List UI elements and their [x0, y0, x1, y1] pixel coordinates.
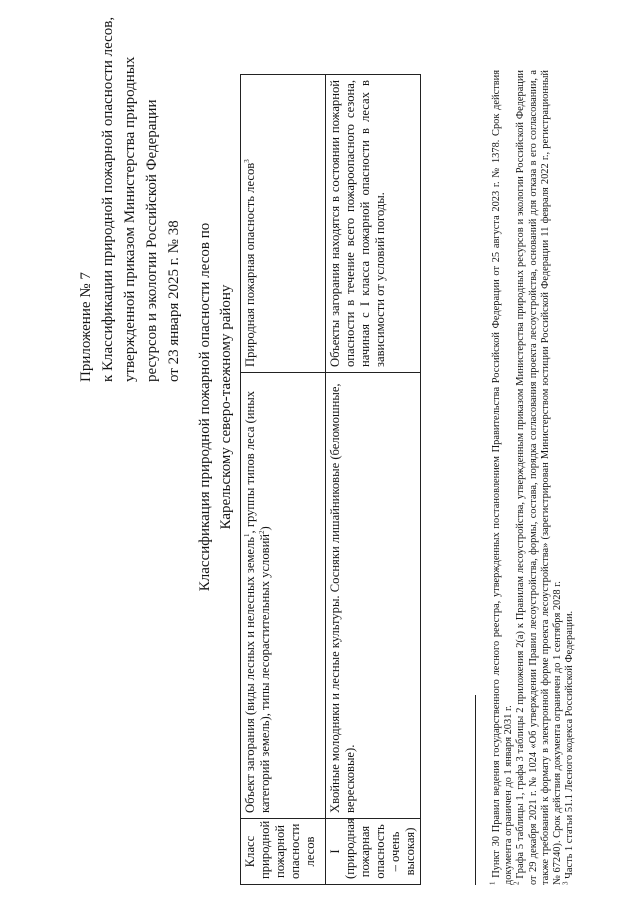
appendix-line: Приложение № 7	[78, 272, 94, 382]
document-title	[195, 157, 237, 657]
header-object-text-cont: , группы типов леса (иных категорий земель), типы лесорастительных условий	[243, 391, 272, 813]
footnote-text: Часть 1 статьи 51.1 Лесного кодекса Российской Федерации.	[564, 610, 576, 879]
footnote-marker: 2	[257, 530, 266, 534]
title-line-2: Карельскому северо-таежному району	[218, 284, 234, 530]
footnotes	[488, 70, 576, 885]
class-description: (природная пожарная опасность – очень высокая)	[343, 818, 417, 879]
footnote-item	[561, 70, 576, 885]
appendix-line: ресурсов и экологии Российской Федерации	[144, 99, 160, 382]
footnote-marker: 3	[561, 881, 570, 885]
header-object	[241, 373, 326, 819]
appendix-header	[75, 12, 185, 382]
header-danger-text: Природная пожарная опасность лесов	[243, 162, 257, 367]
footnote-item	[512, 70, 564, 885]
classification-table	[240, 74, 421, 885]
header-object-text-end: )	[258, 526, 272, 531]
footnote-text: Пункт 30 Правил ведения государственного лесного реестра, утвержденных постановлением Правительства Российской Федерации от 25 августа 2023 г. № 1378. Срок действия документа ограничен до 1 января 2031 г.	[491, 70, 515, 885]
table-header-row	[241, 75, 326, 885]
appendix-line: к Классификации природной пожарной опасности лесов,	[100, 16, 116, 382]
footnote-marker: 3	[242, 159, 251, 163]
class-number: I	[328, 849, 342, 854]
document-page	[5, 7, 635, 897]
object-text: Хвойные молодняки и лесные культуры. Сосняки лишайниковые (беломошные, вересковые).	[328, 383, 357, 813]
row-class-cell	[326, 819, 421, 885]
header-class-text: Класс природной пожарной опасности лесов	[243, 820, 317, 879]
danger-text: Объекты загорания находятся в состоянии пожарной опасности в течение всего пожароопасного сезона, начиная с I класса пожарной опасности в лесах в зависимости от условий погоды.	[328, 80, 387, 367]
footnote-marker: 1	[242, 533, 251, 537]
footnote-item	[488, 70, 515, 885]
row-danger-cell	[326, 75, 421, 373]
table-row	[326, 75, 421, 885]
title-line-1: Классификация природной пожарной опасности лесов по	[197, 222, 213, 592]
header-class	[241, 819, 326, 885]
footnote-separator	[475, 695, 476, 885]
header-object-text: Объект загорания (виды лесных и нелесных земель	[243, 536, 257, 813]
row-object-cell	[326, 373, 421, 819]
footnote-text: Графа 5 таблицы 1, графа 3 таблицы 2 приложения 2(а) к Правилам лесоустройства, утвержденным приказом Министерства природных ресурсов и экологии Российской Федерации от 29 декабря 2021 г. № 1024 «Об утверждении Правил лесоустройства, формы, состава, порядка согласования проекта лесоустройства, оснований для отказа в его согласовании, а также требований к формату в электронной форме проекта лесоустройства» (зарегистрирован Министерством юстиции Российской Федерации 11 февраля 2022 г., регистрационный № 67240). Срок действия документа ограничен до 1 сентября 2028 г.	[515, 70, 564, 885]
appendix-line: от 23 января 2025 г. № 38	[166, 220, 182, 382]
footnote-marker: 1	[488, 881, 497, 885]
footnote-marker: 2	[512, 881, 521, 885]
appendix-line: утвержденной приказом Министерства природных	[122, 56, 138, 382]
header-danger	[241, 75, 326, 373]
